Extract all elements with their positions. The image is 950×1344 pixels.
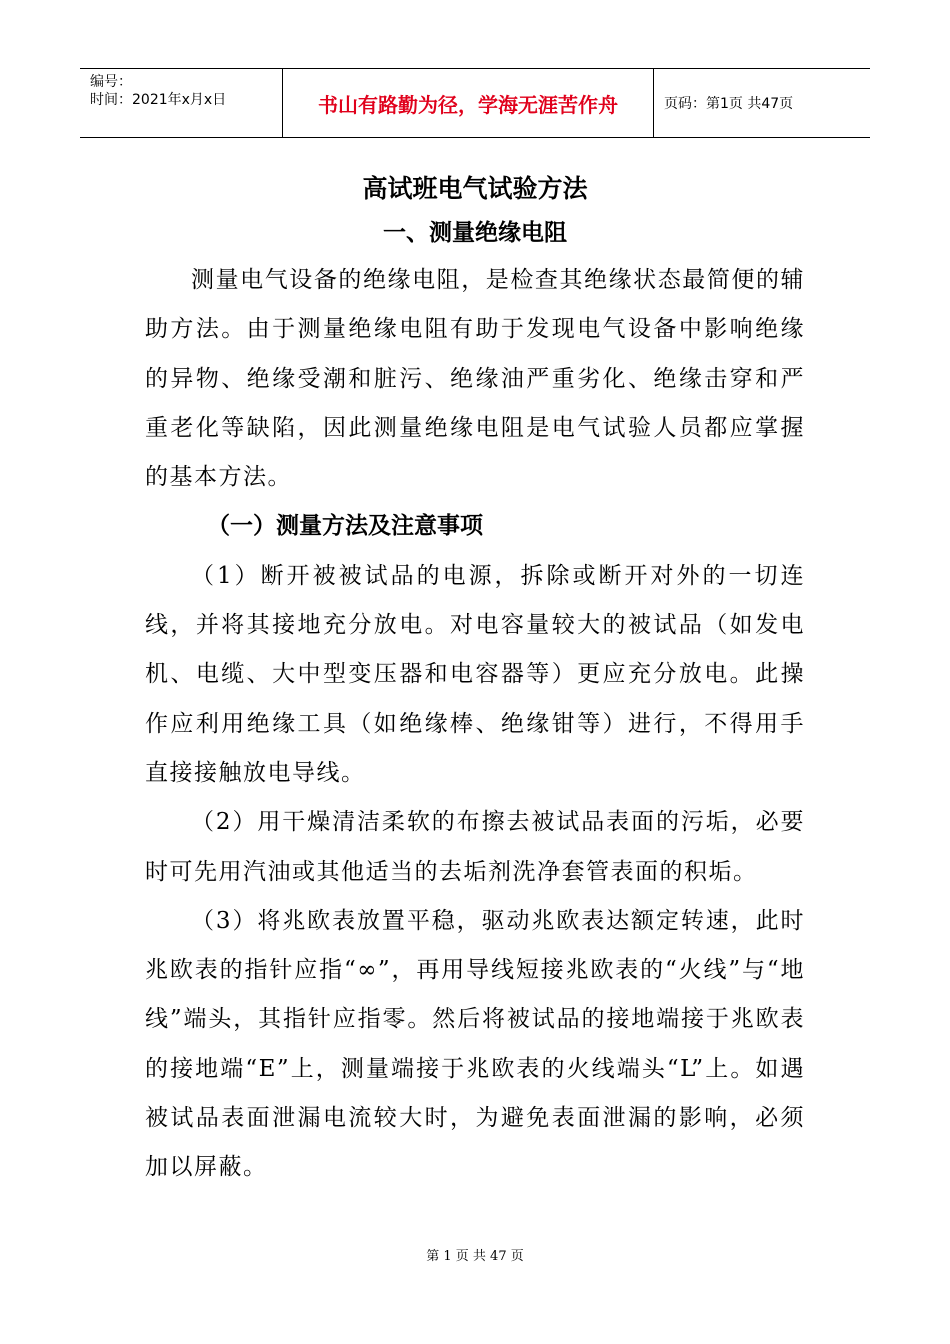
section-title: 一、测量绝缘电阻 — [383, 220, 567, 246]
paragraph-step-3: （3）将兆欧表放置平稳，驱动兆欧表达额定转速，此时兆欧表的指针应指“∞”，再用导线短接兆欧表的“火线”与“地线”端头，其指针应指零。然后将被试品的接地端接于兆欧表的接地端“E”上，测量端接于兆欧表的火线端头“L”上。如遇被试品表面泄漏电流较大时，为避免表面泄漏的影响，必须加以屏蔽。 — [145, 907, 805, 1181]
subsection-title: （一）测量方法及注意事项 — [207, 513, 483, 540]
page-footer: 第 1 页 共 47 页 — [426, 1249, 524, 1264]
document-title: 高试班电气试验方法 — [362, 174, 588, 203]
page-header — [80, 68, 870, 138]
document-number-label: 编号： — [90, 74, 132, 90]
header-page-info: 页码：第1页 共47页 — [664, 96, 794, 112]
paragraph-step-1: （1）断开被被试品的电源，拆除或断开对外的一切连线，并将其接地充分放电。对电容量较大的被试品（如发电机、电缆、大中型变压器和电容器等）更应充分放电。此操作应利用绝缘工具（如绝缘棒、绝缘钳等）进行，不得用手直接接触放电导线。 — [145, 562, 805, 786]
header-motto: 书山有路勤为径，学海无涯苦作舟 — [282, 69, 654, 137]
intro-paragraph: 测量电气设备的绝缘电阻，是检查其绝缘状态最简便的辅助方法。由于测量绝缘电阻有助于发现电气设备中影响绝缘的异物、绝缘受潮和脏污、绝缘油严重劣化、绝缘击穿和严重老化等缺陷，因此测量绝缘电阻是电气试验人员都应掌握的基本方法。 — [145, 267, 805, 491]
document-body — [145, 168, 805, 1193]
document-date-label: 时间：2021年x月x日 — [90, 92, 227, 108]
paragraph-step-2: （2）用干燥清洁柔软的布擦去被试品表面的污垢，必要时可先用汽油或其他适当的去垢剂洗净套管表面的积垢。 — [145, 809, 805, 885]
header-meta — [80, 69, 282, 137]
